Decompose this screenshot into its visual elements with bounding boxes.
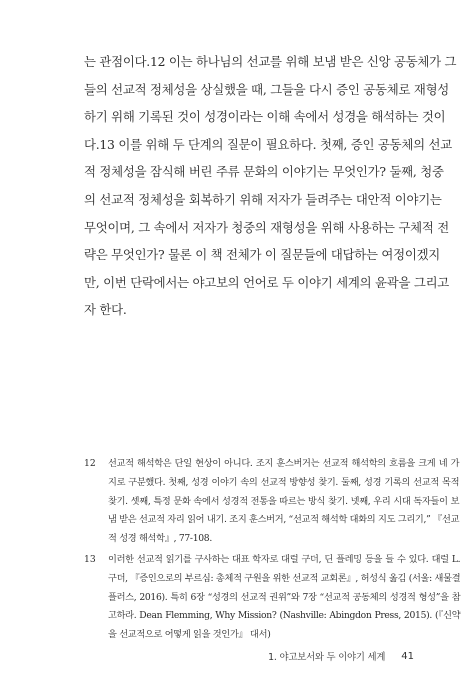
body-line: 만, 이번 단락에서는 야고보의 언어로 두 이야기 세계의 윤곽을 그리고 — [84, 274, 450, 290]
footnote-body — [108, 455, 459, 549]
footnote-line: 플러스, 2016). 특히 6장 “성경의 선교적 권위”와 7장 “선교적 공동체의 성경적 형성”을 참 — [108, 591, 461, 603]
footnotes — [84, 455, 461, 645]
footnote-line: 고하라. Dean Flemming, Why Mission? (Nashville: Abingdon Press, 2015). (『신약 — [108, 610, 461, 622]
footnote-number: 12 — [84, 458, 96, 469]
footnote-line: 선교적 해석학은 단일 현상이 아니다. 조지 훈스버거는 선교적 해석학의 흐름을 크게 네 가 — [108, 458, 460, 469]
body-line: 는 관점이다.12 이는 하나님의 선교를 위해 보냄 받은 신앙 공동체가 그 — [84, 54, 457, 69]
running-title: 1. 야고보서와 두 이야기 세계 — [268, 652, 386, 663]
footnote-13 — [84, 551, 461, 645]
footnote-line: 찾기. 셋째, 특정 문화 속에서 성경적 전통을 따르는 방식 찾기. 넷째, 우리 시대 독자들이 보 — [108, 495, 460, 507]
footnote-line: 이러한 선교적 읽기를 구사하는 대표 학자로 대럴 구더, 딘 플레밍 등을 들 수 있다. 대럴 L. — [108, 553, 461, 565]
footnote-line: 적 성경 해석학』, 77-108. — [108, 533, 212, 545]
body-line: 다.13 이를 위해 두 단계의 질문이 필요하다. 첫째, 증인 공동체의 선교 — [84, 136, 452, 152]
body-line: 자 한다. — [84, 302, 127, 318]
body-line: 의 선교적 정체성을 회복하기 위해 저자가 들려주는 대안적 이야기는 — [84, 191, 442, 207]
body-line: 들의 선교적 정체성을 상실했을 때, 그들을 다시 증인 공동체로 재형성 — [84, 81, 450, 97]
body-text — [84, 48, 457, 324]
body-line: 략은 무엇인가? 물론 이 책 전체가 이 질문들에 대답하는 여정이겠지 — [84, 247, 441, 263]
footnote-line: 지로 구분했다. 첫째, 성경 이야기 속의 선교적 방향성 찾기. 둘째, 성경 기록의 선교적 목적 — [108, 476, 460, 488]
body-line: 무엇이며, 그 속에서 저자가 청중의 재형성을 위해 사용하는 구체적 전 — [84, 219, 450, 235]
body-line: 하기 위해 기록된 것이 성경이라는 이해 속에서 성경을 해석하는 것이 — [84, 109, 446, 125]
footnote-line: 냄 받은 선교적 자리 읽어 내기. 조지 훈스버거, “선교적 해석학 대화의 지도 그리기,” 『선교 — [108, 514, 460, 526]
footnote-number: 13 — [84, 553, 96, 565]
footnote-line: 을 선교적으로 어떻게 읽을 것인가』 대서) — [108, 629, 271, 641]
body-line: 적 정체성을 잠식해 버린 주류 문화의 이야기는 무엇인가? 둘째, 청중 — [84, 164, 444, 180]
footnote-12 — [84, 455, 460, 549]
page-number: 41 — [401, 650, 414, 662]
footnote-body — [108, 551, 460, 645]
running-footer — [268, 649, 414, 663]
footnote-line: 구더, 『증인으로의 부르심: 총체적 구원을 위한 선교적 교회론』, 허성식 옮김 (서울: 새물결 — [108, 572, 461, 584]
